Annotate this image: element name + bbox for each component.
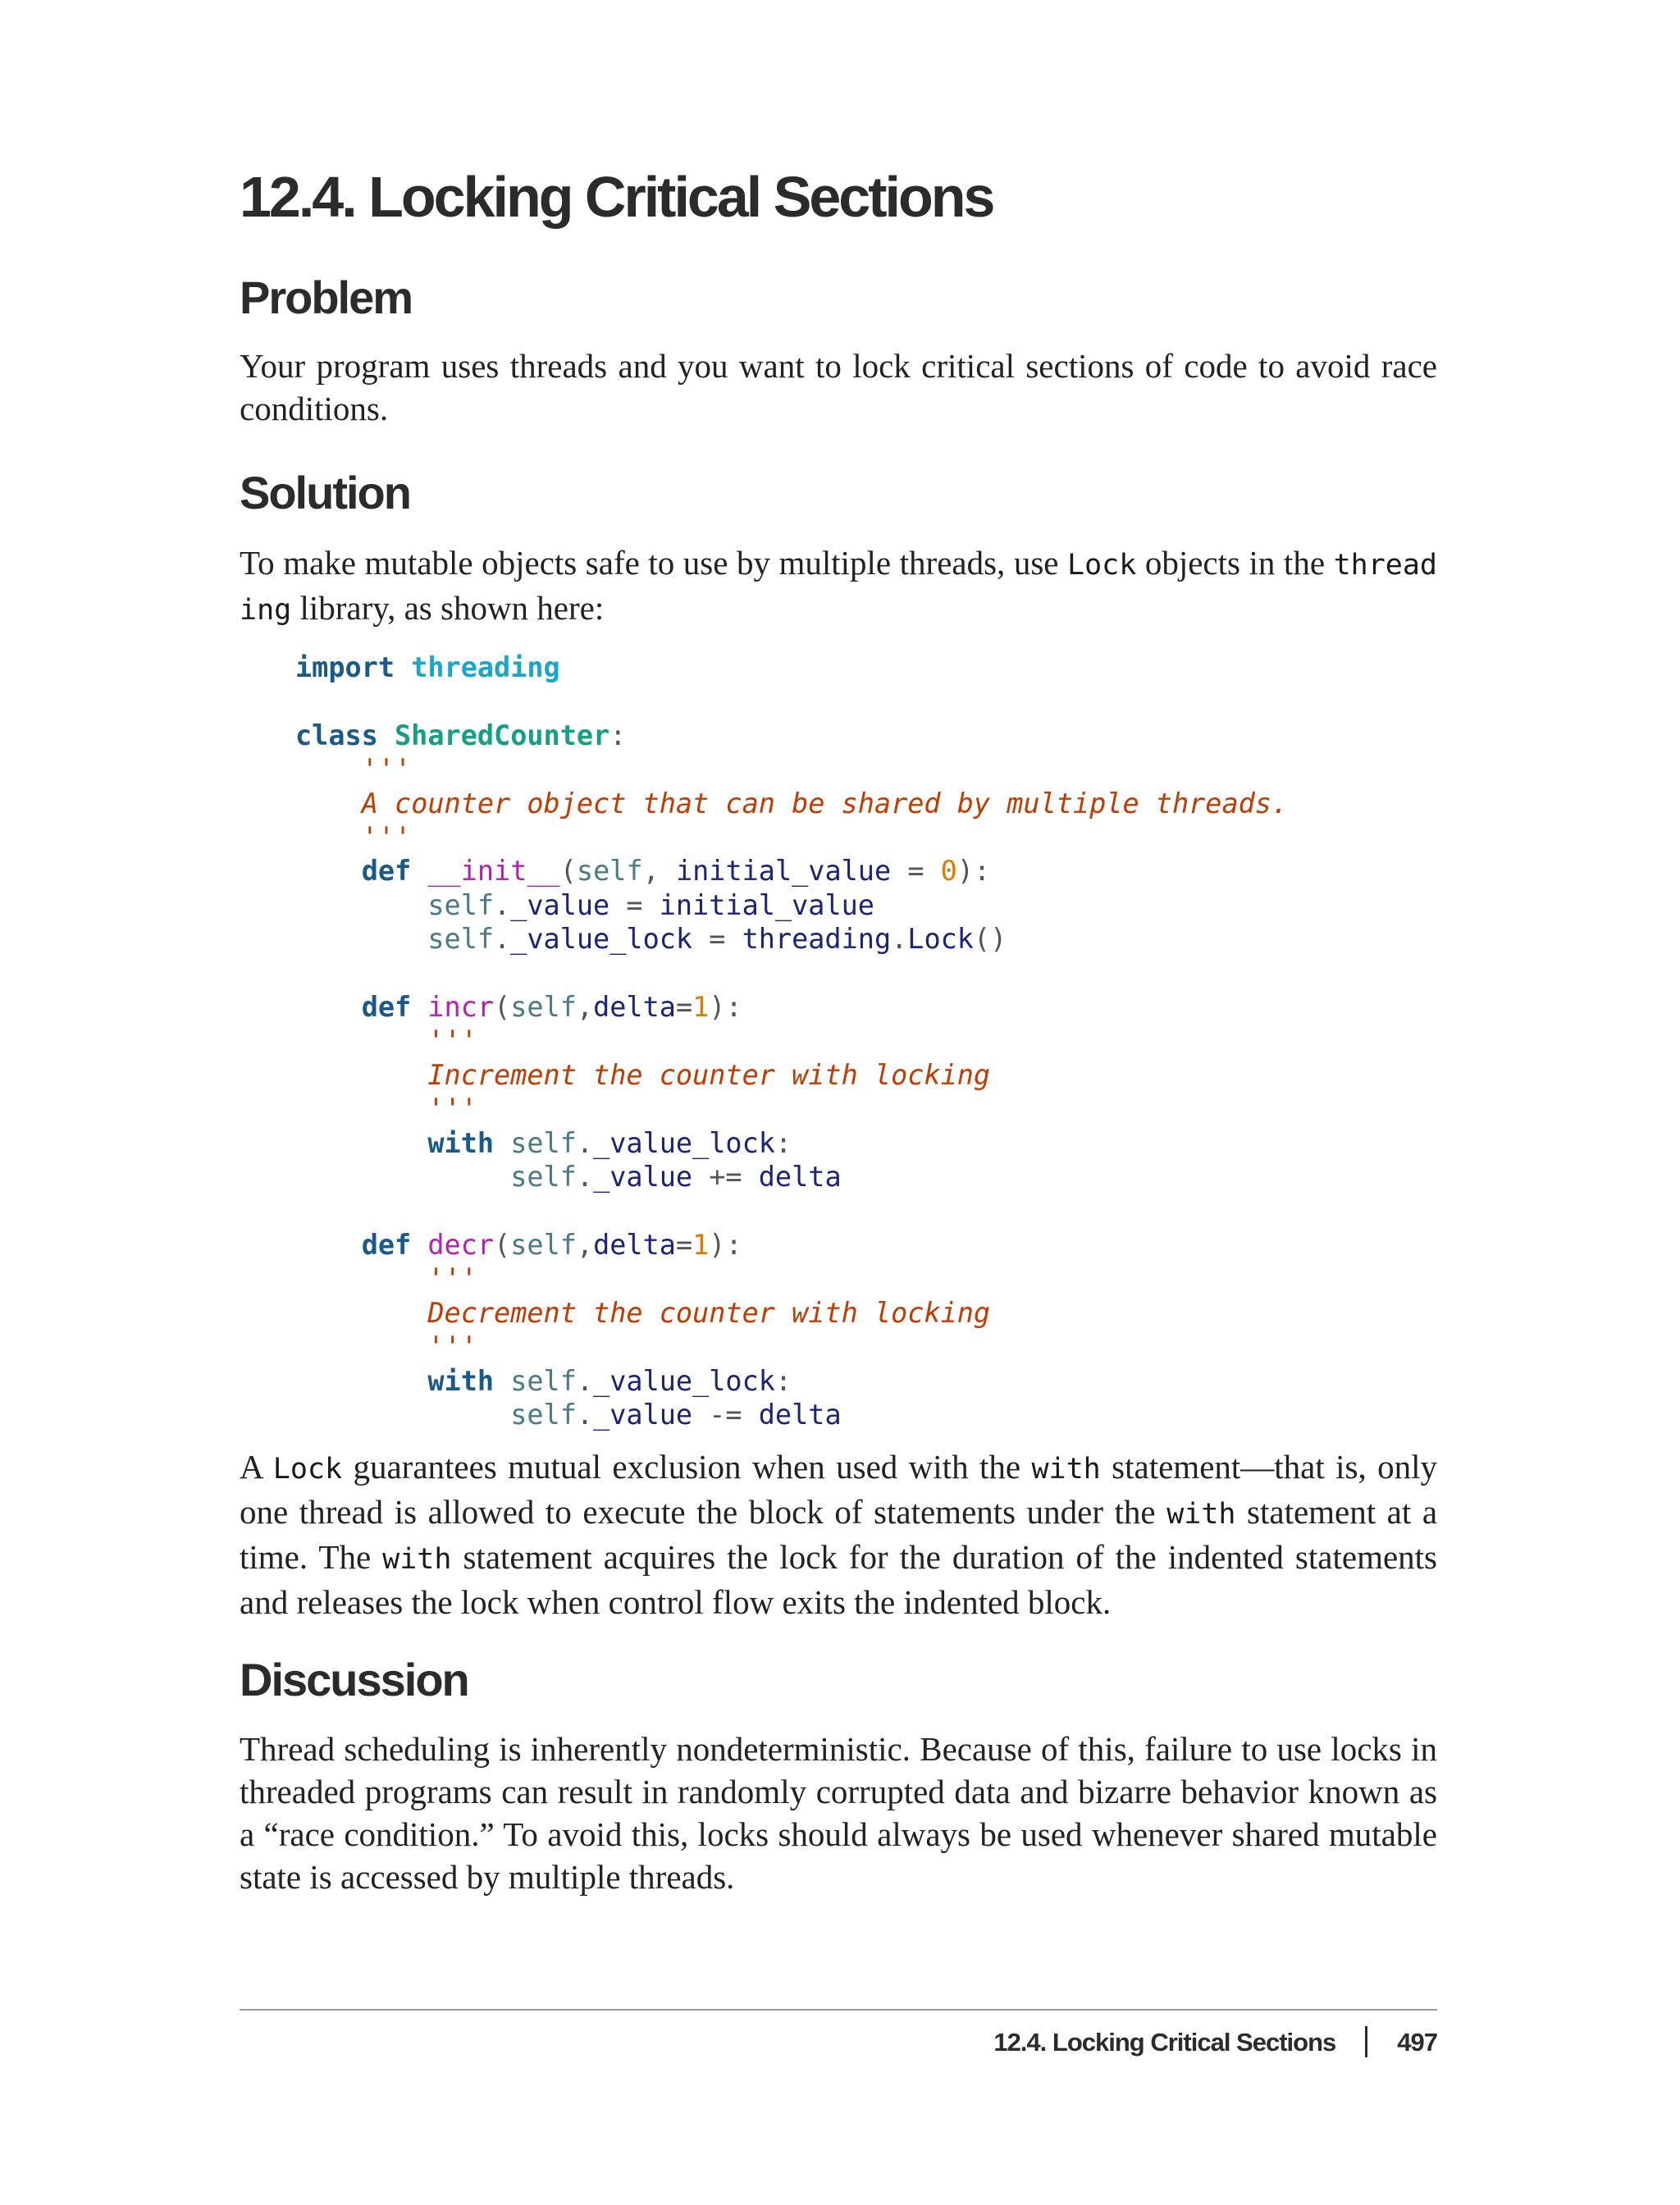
solution-intro: To make mutable objects safe to use by multiple threads, use Lock objects in the thread ing library, as shown here: xyxy=(240,544,1437,627)
footer-separator xyxy=(1365,2026,1367,2057)
solution-explanation: A Lock guarantees mutual exclusion when used with the with statement—that is, only one thread is allowed to execute the block of statements under the with statement at a time. The with statement acquires the lock for the duration of the indented statements and releases the lock when control flow exits the indented block. xyxy=(240,1448,1438,1621)
problem-heading: Problem xyxy=(240,272,413,323)
inline-code: Lock xyxy=(1067,549,1137,582)
page-number: 497 xyxy=(1397,2028,1437,2057)
code-block: import threading class SharedCounter: ''' A counter object that can be shared by multiple threads. ''' def __init__(self, initial_value = 0): self._value = initial_value self._value_lock = threading.Lock() def incr(self,delta=1): ''' Increment the counter with locking ''' with self._value_lock: self._value += delta def decr(self,delta=1): ''' Decrement the counter with locking ''' with self._value_lock: self._value -= delta xyxy=(295,651,1289,1431)
footer-section-title: 12.4. Locking Critical Sections xyxy=(993,2028,1336,2057)
section-title: 12.4. Locking Critical Sections xyxy=(240,165,993,229)
footer-rule xyxy=(240,2009,1437,2011)
discussion-text: Thread scheduling is inherently nondeterministic. Because of this, failure to use locks in threaded programs can result in randomly corrupted data and bizarre behavior known as a “race condition.” To avoid this, locks should always be used whenever shared mutable state is accessed by multiple threads. xyxy=(240,1730,1437,1896)
solution-heading: Solution xyxy=(240,467,410,518)
problem-text: Your program uses threads and you want to lock critical sections of code to avoid race conditions. xyxy=(240,347,1437,427)
page-footer xyxy=(993,2026,1437,2057)
discussion-heading: Discussion xyxy=(240,1654,468,1705)
inline-code: thread ing xyxy=(240,549,1437,627)
